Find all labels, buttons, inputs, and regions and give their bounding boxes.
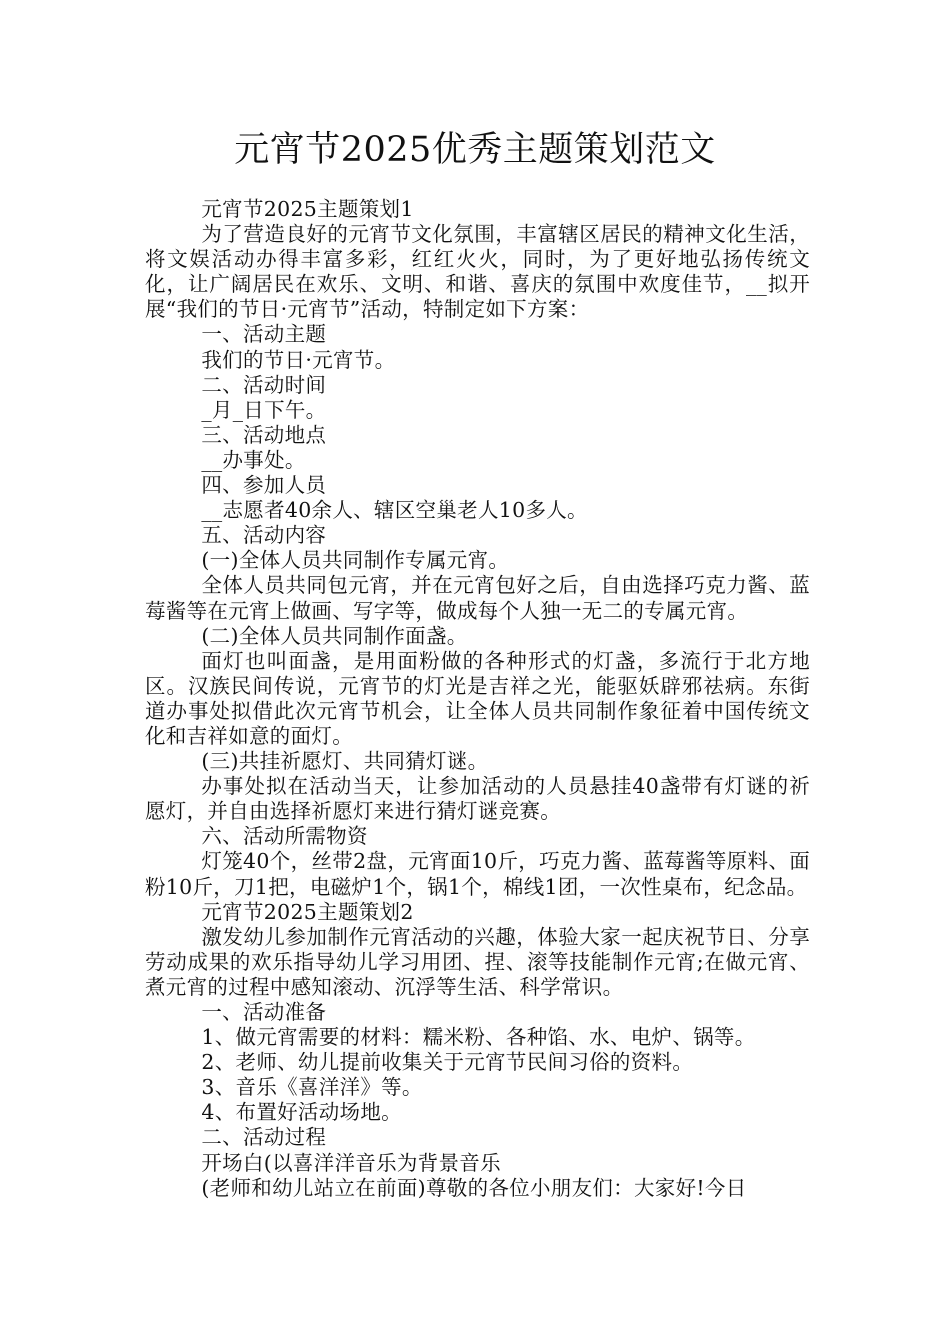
document-body (145, 197, 810, 1201)
section-heading: 三、活动地点 (201, 422, 327, 447)
body-paragraph: 我们的节日·元宵节。 (201, 347, 396, 372)
section-heading: 五、活动内容 (201, 523, 327, 548)
section-heading: 一、活动主题 (201, 322, 327, 347)
section-heading: 二、活动时间 (201, 372, 327, 397)
list-item: 2、老师、幼儿提前收集关于元宵节民间习俗的资料。 (201, 1050, 694, 1075)
section-heading: 元宵节2025主题策划2 (201, 899, 414, 924)
document-title: 元宵节2025优秀主题策划范文 (234, 130, 716, 170)
body-paragraph: 全体人员共同包元宵，并在元宵包好之后，自由选择巧克力酱、蓝莓酱等在元宵上做画、写字等，做成每个人独一无二的专属元宵。 (145, 573, 810, 623)
sub-heading: (三)共挂祈愿灯、共同猜灯谜。 (201, 749, 489, 774)
body-paragraph: 灯笼40个，丝带2盘，元宵面10斤，巧克力酱、蓝莓酱等原料、面粉10斤，刀1把，电磁炉1个，锅1个，棉线1团，一次性桌布，纪念品。 (145, 849, 810, 899)
section-heading: 四、参加人员 (201, 473, 327, 498)
section-heading: 二、活动过程 (201, 1125, 327, 1150)
list-item: 3、音乐《喜洋洋》等。 (201, 1075, 423, 1100)
body-paragraph: 办事处拟在活动当天，让参加活动的人员悬挂40盏带有灯谜的祈愿灯，并自由选择祈愿灯来进行猜灯谜竞赛。 (145, 774, 810, 824)
body-paragraph: 激发幼儿参加制作元宵活动的兴趣，体验大家一起庆祝节日、分享劳动成果的欢乐指导幼儿学习用团、捏、滚等技能制作元宵;在做元宵、煮元宵的过程中感知滚动、沉浮等生活、科学常识。 (145, 924, 810, 999)
body-paragraph: _月_日下午。 (201, 397, 327, 422)
body-paragraph: (老师和幼儿站立在前面)尊敬的各位小朋友们：大家好!今日 (201, 1175, 747, 1200)
section-heading: 元宵节2025主题策划1 (201, 197, 414, 221)
body-paragraph: 面灯也叫面盏，是用面粉做的各种形式的灯盏，多流行于北方地区。汉族民间传说，元宵节的灯光是吉祥之光，能驱妖辟邪祛病。东街道办事处拟借此次元宵节机会，让全体人员共同制作象征着中国传统文化和吉祥如意的面灯。 (145, 648, 810, 748)
body-paragraph: __办事处。 (201, 447, 306, 472)
body-paragraph: __志愿者40余人、辖区空巢老人10多人。 (201, 498, 588, 523)
body-paragraph: 为了营造良好的元宵节文化氛围，丰富辖区居民的精神文化生活，将文娱活动办得丰富多彩，红红火火，同时，为了更好地弘扬传统文化，让广阔居民在欢乐、文明、和谐、喜庆的氛围中欢度佳节，__拟开展“我们的节日·元宵节”活动，特制定如下方案： (145, 222, 810, 322)
sub-heading: (二)全体人员共同制作面盏。 (201, 623, 468, 648)
body-paragraph: 开场白(以喜洋洋音乐为背景音乐 (201, 1150, 501, 1175)
sub-heading: (一)全体人员共同制作专属元宵。 (201, 548, 510, 573)
section-heading: 六、活动所需物资 (201, 824, 368, 849)
list-item: 4、布置好活动场地。 (201, 1100, 402, 1125)
section-heading: 一、活动准备 (201, 1000, 327, 1024)
list-item: 1、做元宵需要的材料：糯米粉、各种馅、水、电炉、锅等。 (201, 1025, 756, 1050)
